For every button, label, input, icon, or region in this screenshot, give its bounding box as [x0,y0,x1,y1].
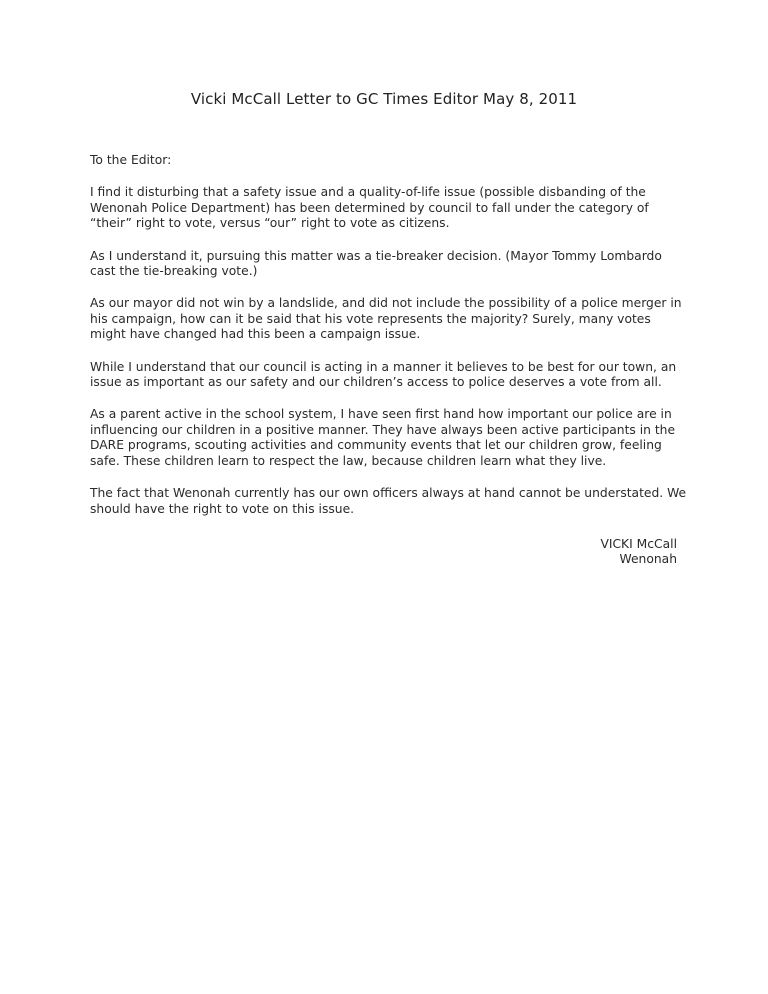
paragraph: As I understand it, pursuing this matter was a tie-breaker decision. (Mayor Tommy Lombardo cast the tie-breaking vote.) [90,248,662,279]
paragraph: As our mayor did not win by a landslide, and did not include the possibility of a police merger in his campaign, how can it be said that his vote represents the majority? Surely, many votes might have changed had this been a campaign issue. [90,296,682,342]
signature-town: Wenonah [619,552,677,567]
document-title: Vicki McCall Letter to GC Times Editor May 8, 2011 [190,90,578,108]
signature-block [600,537,677,568]
salutation: To the Editor: [90,153,172,167]
paragraph: I find it disturbing that a safety issue and a quality-of-life issue (possible disbanding of the Wenonah Police Department) has been determined by council to fall under the category of “their” right to vote, versus “our” right to vote as citizens. [90,185,649,231]
signature-name: VICKI McCall [600,537,677,551]
letter-body [90,153,690,534]
paragraph: As a parent active in the school system, I have seen first hand how important our police are in influencing our children in a positive manner. They have always been active participants in the DARE programs, scouting activities and community events that let our children grow, feeling safe. These children learn to respect the law, because children learn what they live. [90,407,676,468]
paragraph: While I understand that our council is acting in a manner it believes to be best for our town, an issue as important as our safety and our children’s access to police deserves a vote from all. [90,359,677,390]
paragraph: The fact that Wenonah currently has our own officers always at hand cannot be understated. We should have the right to vote on this issue. [90,486,687,516]
